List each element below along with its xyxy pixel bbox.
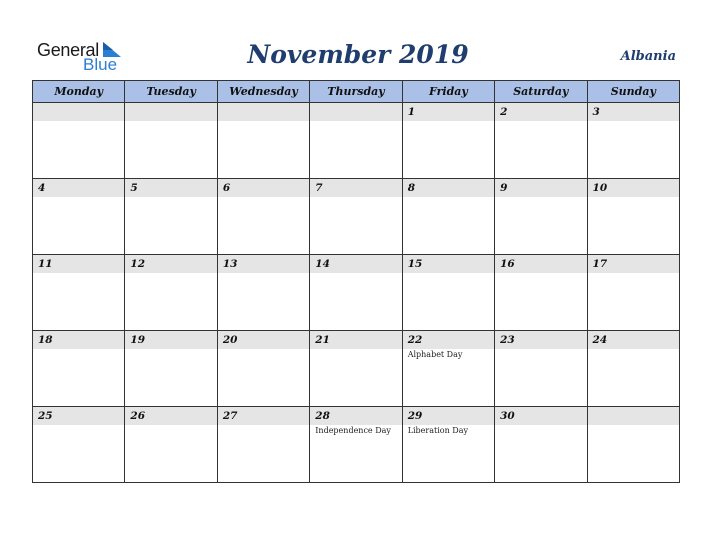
day-number-band bbox=[310, 331, 401, 349]
day-cell-content bbox=[125, 179, 216, 254]
calendar-day-cell bbox=[495, 255, 587, 331]
day-number: 21 bbox=[315, 334, 330, 346]
calendar-day-cell bbox=[125, 407, 217, 483]
weekday-header-sunday: Sunday bbox=[587, 81, 679, 103]
day-number: 27 bbox=[222, 410, 238, 422]
day-cell-content bbox=[403, 331, 494, 406]
day-cell-content bbox=[588, 331, 679, 406]
day-cell-content bbox=[125, 255, 216, 330]
day-number-band bbox=[588, 407, 679, 425]
day-cell-content bbox=[403, 179, 494, 254]
calendar-day-cell bbox=[495, 179, 587, 255]
day-number: 1 bbox=[407, 106, 415, 118]
day-number: 25 bbox=[38, 410, 53, 422]
day-number-band bbox=[495, 103, 586, 121]
day-number-band bbox=[310, 407, 401, 425]
day-number: 2 bbox=[500, 106, 508, 118]
day-cell-content bbox=[310, 179, 401, 254]
day-number-band bbox=[310, 103, 401, 121]
calendar-day-cell bbox=[495, 103, 587, 179]
day-number-band bbox=[125, 255, 216, 273]
day-number: 10 bbox=[592, 182, 608, 194]
weekday-header-wednesday: Wednesday bbox=[217, 81, 309, 103]
day-number: 30 bbox=[500, 410, 515, 422]
day-cell-content bbox=[495, 331, 586, 406]
day-cell-content bbox=[125, 331, 216, 406]
day-number-band bbox=[495, 407, 586, 425]
calendar-day-cell bbox=[33, 103, 125, 179]
day-cell-content bbox=[125, 103, 216, 178]
calendar-day-cell bbox=[125, 255, 217, 331]
calendar-day-cell bbox=[33, 255, 125, 331]
day-number-band bbox=[403, 331, 494, 349]
day-cell-content bbox=[218, 407, 309, 482]
day-number-band bbox=[218, 179, 309, 197]
calendar-day-cell bbox=[217, 331, 309, 407]
day-cell-content bbox=[588, 407, 679, 482]
day-cell-content bbox=[588, 179, 679, 254]
calendar-week-row bbox=[33, 179, 680, 255]
calendar-day-cell bbox=[587, 179, 679, 255]
day-number-band bbox=[588, 255, 679, 273]
day-number: 4 bbox=[38, 182, 46, 194]
weekday-header-friday: Friday bbox=[402, 81, 494, 103]
weekday-header-thursday: Thursday bbox=[310, 81, 402, 103]
logo-word-blue: Blue bbox=[83, 55, 118, 74]
day-cell-content bbox=[218, 103, 309, 178]
day-number-band bbox=[403, 255, 494, 273]
day-number-band bbox=[403, 407, 494, 425]
day-number-band bbox=[403, 179, 494, 197]
calendar-day-cell bbox=[402, 255, 494, 331]
calendar-day-cell bbox=[402, 331, 494, 407]
day-number-band bbox=[495, 255, 586, 273]
calendar-week-row bbox=[33, 103, 680, 179]
day-cell-content bbox=[33, 255, 124, 330]
calendar-day-cell bbox=[217, 103, 309, 179]
calendar-week-row bbox=[33, 407, 680, 483]
day-number-band bbox=[588, 103, 679, 121]
day-cell-content bbox=[310, 331, 401, 406]
day-number-band bbox=[125, 331, 216, 349]
calendar-day-cell bbox=[125, 103, 217, 179]
day-cell-content bbox=[310, 407, 401, 482]
calendar-day-cell bbox=[217, 255, 309, 331]
day-number: 19 bbox=[130, 334, 146, 346]
day-number-band bbox=[125, 103, 216, 121]
day-number-band bbox=[588, 331, 679, 349]
day-cell-content bbox=[588, 255, 679, 330]
day-number: 28 bbox=[315, 410, 330, 422]
day-number: 29 bbox=[407, 410, 423, 422]
calendar-day-cell bbox=[587, 407, 679, 483]
calendar-day-cell bbox=[217, 179, 309, 255]
calendar-day-cell bbox=[33, 407, 125, 483]
day-cell-content bbox=[403, 103, 494, 178]
day-number: 22 bbox=[407, 334, 423, 346]
calendar-day-cell bbox=[33, 179, 125, 255]
day-number: 24 bbox=[592, 334, 608, 346]
day-number-band bbox=[125, 179, 216, 197]
calendar-grid bbox=[32, 80, 680, 483]
day-cell-content bbox=[588, 103, 679, 178]
logo-word-general: General bbox=[37, 40, 99, 60]
day-number: 12 bbox=[130, 258, 146, 270]
day-number: 5 bbox=[130, 182, 138, 194]
day-cell-content bbox=[495, 179, 586, 254]
calendar-day-cell bbox=[125, 331, 217, 407]
day-number-band bbox=[125, 407, 216, 425]
day-number-band bbox=[33, 407, 124, 425]
calendar-day-cell bbox=[33, 331, 125, 407]
day-cell-content bbox=[495, 103, 586, 178]
day-cell-content bbox=[218, 255, 309, 330]
calendar-week-row bbox=[33, 255, 680, 331]
calendar-day-cell bbox=[402, 407, 494, 483]
calendar-body bbox=[33, 103, 680, 483]
day-cell-content bbox=[218, 331, 309, 406]
weekday-header-row bbox=[33, 81, 680, 103]
day-cell-content bbox=[33, 179, 124, 254]
weekday-header-tuesday: Tuesday bbox=[125, 81, 217, 103]
day-number: 23 bbox=[500, 334, 515, 346]
day-number: 26 bbox=[130, 410, 146, 422]
day-number: 6 bbox=[222, 182, 231, 194]
calendar-day-cell bbox=[587, 255, 679, 331]
day-cell-content bbox=[33, 103, 124, 178]
calendar-day-cell bbox=[402, 103, 494, 179]
day-number-band bbox=[310, 255, 401, 273]
day-number: 15 bbox=[407, 258, 423, 270]
calendar-title: November 2019 bbox=[247, 40, 469, 69]
day-cell-content bbox=[33, 407, 124, 482]
calendar-week-row bbox=[33, 331, 680, 407]
day-number: 9 bbox=[500, 182, 508, 194]
calendar-day-cell bbox=[310, 103, 402, 179]
calendar-day-cell bbox=[125, 179, 217, 255]
calendar-day-cell bbox=[310, 179, 402, 255]
day-number-band bbox=[218, 103, 309, 121]
day-number-band bbox=[403, 103, 494, 121]
calendar-day-cell bbox=[495, 331, 587, 407]
day-cell-content bbox=[495, 255, 586, 330]
day-number: 16 bbox=[500, 258, 515, 270]
day-cell-content bbox=[495, 407, 586, 482]
day-number-band bbox=[495, 179, 586, 197]
holiday-label: Independence Day bbox=[315, 426, 391, 435]
day-number: 13 bbox=[222, 258, 238, 270]
day-cell-content bbox=[310, 103, 401, 178]
day-cell-content bbox=[310, 255, 401, 330]
day-cell-content bbox=[125, 407, 216, 482]
weekday-header-saturday: Saturday bbox=[495, 81, 587, 103]
day-cell-content bbox=[403, 407, 494, 482]
day-number-band bbox=[33, 255, 124, 273]
day-number: 20 bbox=[222, 334, 238, 346]
calendar-day-cell bbox=[402, 179, 494, 255]
calendar-day-cell bbox=[310, 407, 402, 483]
holiday-label: Alphabet Day bbox=[407, 350, 463, 359]
day-number-band bbox=[218, 255, 309, 273]
holiday-label: Liberation Day bbox=[407, 426, 468, 435]
day-number: 7 bbox=[315, 182, 323, 194]
day-number: 17 bbox=[592, 258, 608, 270]
day-cell-content bbox=[403, 255, 494, 330]
country-label: Albania bbox=[620, 49, 676, 64]
day-number: 14 bbox=[315, 258, 330, 270]
calendar-day-cell bbox=[587, 331, 679, 407]
calendar-day-cell bbox=[310, 255, 402, 331]
calendar-day-cell bbox=[495, 407, 587, 483]
day-number-band bbox=[588, 179, 679, 197]
day-number-band bbox=[33, 331, 124, 349]
calendar-day-cell bbox=[310, 331, 402, 407]
day-number-band bbox=[495, 331, 586, 349]
day-number-band bbox=[33, 179, 124, 197]
calendar-day-cell bbox=[587, 103, 679, 179]
day-number: 3 bbox=[592, 106, 600, 118]
day-number-band bbox=[218, 331, 309, 349]
day-number-band bbox=[310, 179, 401, 197]
day-number: 18 bbox=[38, 334, 53, 346]
day-number-band bbox=[33, 103, 124, 121]
day-cell-content bbox=[218, 179, 309, 254]
day-number-band bbox=[218, 407, 309, 425]
day-number: 11 bbox=[38, 258, 53, 270]
day-number: 8 bbox=[407, 182, 415, 194]
calendar-day-cell bbox=[217, 407, 309, 483]
day-cell-content bbox=[33, 331, 124, 406]
weekday-header-monday: Monday bbox=[33, 81, 125, 103]
